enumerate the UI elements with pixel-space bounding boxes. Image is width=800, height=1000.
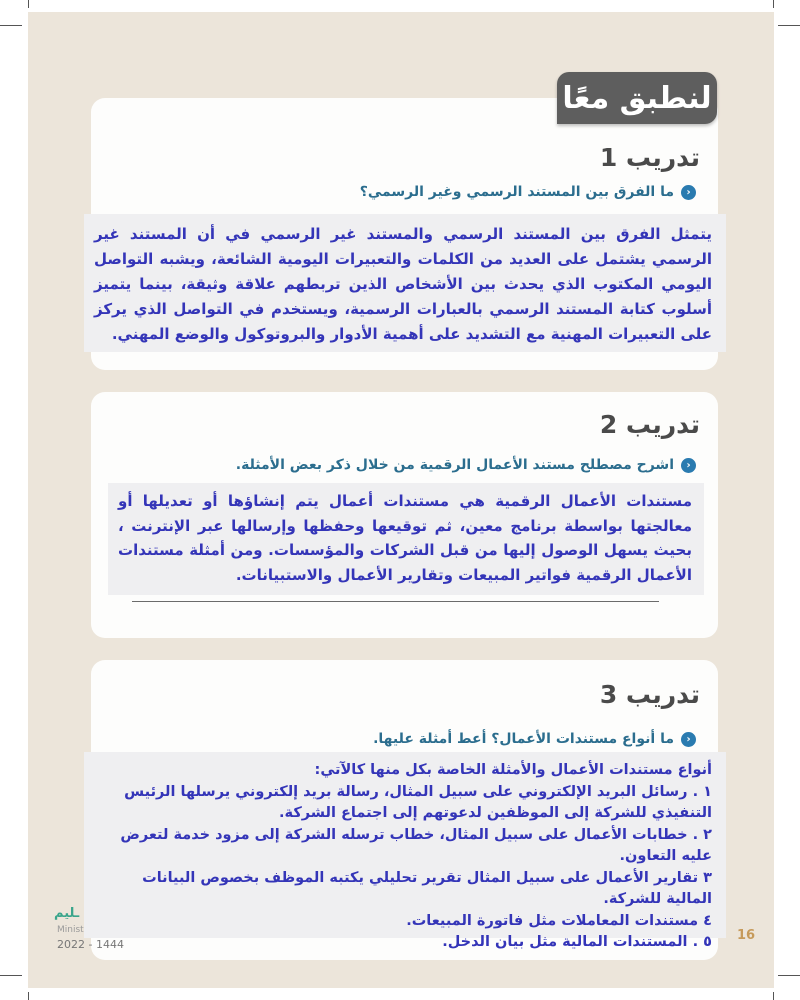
chevron-left-icon: ‹ — [681, 185, 696, 200]
exercise-3-item-5: ٥ . المستندات المالية مثل بيان الدخل. — [442, 934, 712, 950]
crop-mark-top-left-v — [28, 0, 29, 8]
exercise-1-question-text: ما الفرق بين المستند الرسمي وغير الرسمي؟ — [359, 184, 674, 200]
exercise-2-answer-box — [108, 483, 704, 595]
exercise-3-item-3: ٣ تقارير الأعمال على سبيل المثال تقرير تحليلي يكتبه الموظف بخصوص البيانات المالية للشركة. — [142, 869, 712, 907]
exercise-3-item-4: ٤ مستندات المعاملات مثل فاتورة المبيعات. — [406, 912, 712, 929]
ministry-label: Minist — [57, 925, 84, 935]
exercise-3-item-2: ٢ . خطابات الأعمال على سبيل المثال، خطاب ترسله الشركة إلى مزود خدمة لتعرض عليه التعاون. — [120, 826, 712, 864]
exercise-2-question-text: اشرح مصطلح مستند الأعمال الرقمية من خلال ذكر بعض الأمثلة. — [235, 457, 674, 473]
ministry-logo-text: ـليم — [54, 906, 80, 921]
section-title: لنطبق معًا — [557, 72, 717, 124]
exercise-2-question — [236, 457, 696, 473]
exercise-3-title: تدريب 3 — [599, 680, 700, 709]
chevron-left-icon: ‹ — [681, 732, 696, 747]
answer-writing-line — [132, 601, 659, 602]
exercise-1-answer-box — [84, 214, 726, 352]
crop-mark-top-left — [0, 25, 22, 26]
crop-mark-bottom-right — [778, 975, 800, 976]
exercise-1-answer: يتمثل الفرق بين المستند الرسمي والمستند غير الرسمي في أن المستند غير الرسمي يشتمل على العديد من الكلمات والتعبيرات اليومية الشائعة، ويشبه التواصل اليومي المكتوب الذي يحدث بين الأشخاص الذين تربطهم علاقة وثيقة، بينما يتميز أسلوب كتابة المستند الرسمي بالعبارات الرسمية، ويستخدم في التواصل الذي يركز على التعبيرات المهنية مع التشديد على أهمية الأدوار والبروتوكول والوضع المهني. — [94, 225, 712, 343]
crop-mark-bottom-left — [0, 975, 22, 976]
crop-mark-bottom-left-v — [28, 992, 29, 1000]
exercise-2-answer: مستندات الأعمال الرقمية هي مستندات أعمال يتم إنشاؤها أو تعديلها أو معالجتها بواسطة برنامج معين، ثم توقيعها وحفظها وإرسالها عبر الإنترنت ، بحيث يسهل الوصول إليها من قبل الشركات والمؤسسات. ومن أمثلة مستندات الأعمال الرقمية فواتير المبيعات وتقارير الأعمال والاستبيانات. — [118, 492, 692, 584]
crop-mark-top-right-v — [773, 0, 774, 8]
exercise-3-item-1: ١ . رسائل البريد الإلكتروني على سبيل المثال، رسالة بريد إلكتروني يرسلها الرئيس التنفيذي للشركة إلى الموظفين لدعوتهم إلى اجتماع الشركة. — [124, 783, 712, 821]
exercise-3-intro: أنواع مستندات الأعمال والأمثلة الخاصة بكل منها كالآتي: — [314, 762, 712, 778]
exercise-1-title: تدريب 1 — [599, 143, 700, 172]
page-number: 16 — [737, 928, 756, 943]
crop-mark-bottom-right-v — [773, 992, 774, 1000]
crop-mark-top-right — [778, 25, 800, 26]
chevron-left-icon: ‹ — [681, 458, 696, 473]
exercise-2-title: تدريب 2 — [599, 410, 700, 439]
edition-year: 2022 - 1444 — [57, 938, 124, 951]
exercise-1-question — [360, 184, 696, 200]
exercise-3-question — [373, 731, 696, 747]
exercise-3-question-text: ما أنواع مستندات الأعمال؟ أعط أمثلة عليها. — [373, 731, 674, 747]
